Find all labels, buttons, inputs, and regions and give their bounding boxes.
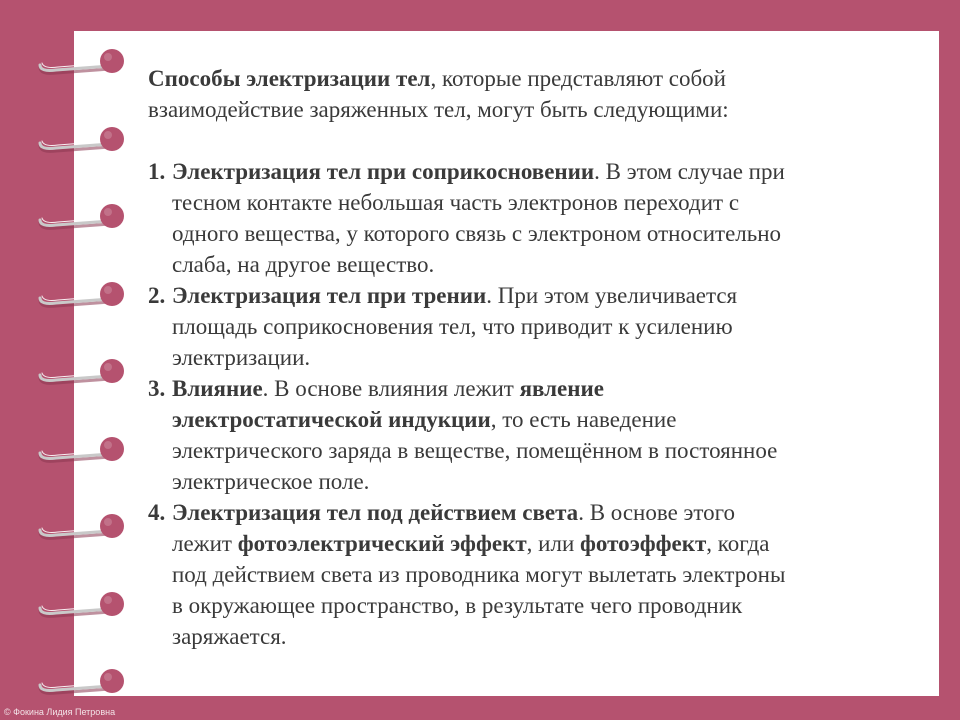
item-text: . В этом случае при	[594, 159, 785, 184]
item-text: . В основе этого	[578, 500, 736, 525]
item-number: 1.	[148, 159, 166, 184]
item-bold-term: фотоэффект	[580, 531, 707, 556]
spiral-ring-icon	[36, 47, 126, 77]
electrization-methods-list	[148, 156, 908, 652]
item-text: . В основе влияния лежит	[262, 376, 520, 401]
spiral-ring-icon	[36, 125, 126, 155]
item-number: 4.	[148, 500, 166, 525]
list-item	[148, 497, 908, 652]
list-item	[148, 280, 908, 373]
spiral-ring-icon	[36, 280, 126, 310]
item-text: , или	[526, 531, 581, 556]
item-text: под действием света из проводника могут вылетать электроны	[172, 562, 786, 587]
item-text: тесном контакте небольшая часть электронов переходит с	[172, 190, 740, 215]
list-item	[148, 373, 908, 497]
item-text: электризации.	[172, 345, 311, 370]
item-number: 3.	[148, 376, 166, 401]
item-bold-term: фотоэлектрический эффект	[237, 531, 527, 556]
item-title: Влияние	[172, 376, 263, 401]
intro-bold: Способы электризации тел	[148, 66, 431, 91]
spiral-ring-icon	[36, 667, 126, 697]
intro-text: , которые представляют собой	[430, 66, 726, 91]
item-bold-term: электростатической индукции	[172, 407, 491, 432]
item-text: электрическое поле.	[172, 469, 370, 494]
item-text: , когда	[706, 531, 770, 556]
spiral-ring-icon	[36, 590, 126, 620]
list-item	[148, 156, 908, 280]
item-text: в окружающее пространство, в результате чего проводник	[172, 593, 743, 618]
item-text: одного вещества, у которого связь с электроном относительно	[172, 221, 782, 246]
item-title: Электризация тел под действием света	[172, 500, 579, 525]
item-text: , то есть наведение	[490, 407, 677, 432]
item-text: лежит	[172, 531, 238, 556]
item-text: электрического заряда в веществе, помещённом в постоянное	[172, 438, 778, 463]
item-text: заряжается.	[172, 624, 287, 649]
spiral-ring-icon	[36, 202, 126, 232]
intro-paragraph	[148, 63, 908, 125]
item-title: Электризация тел при соприкосновении	[172, 159, 595, 184]
item-number: 2.	[148, 283, 166, 308]
item-text: слаба, на другое вещество.	[172, 252, 435, 277]
item-text: . При этом увеличивается	[486, 283, 738, 308]
item-title: Электризация тел при трении	[172, 283, 487, 308]
spiral-ring-icon	[36, 512, 126, 542]
intro-text-line2: взаимодействие заряженных тел, могут быть следующими:	[148, 97, 729, 122]
spiral-ring-icon	[36, 357, 126, 387]
spiral-ring-icon	[36, 435, 126, 465]
copyright-text: © Фокина Лидия Петровна	[4, 707, 116, 717]
slide-content	[148, 63, 908, 652]
item-text: площадь соприкосновения тел, что приводит к усилению	[172, 314, 733, 339]
item-bold-term: явление	[519, 376, 604, 401]
